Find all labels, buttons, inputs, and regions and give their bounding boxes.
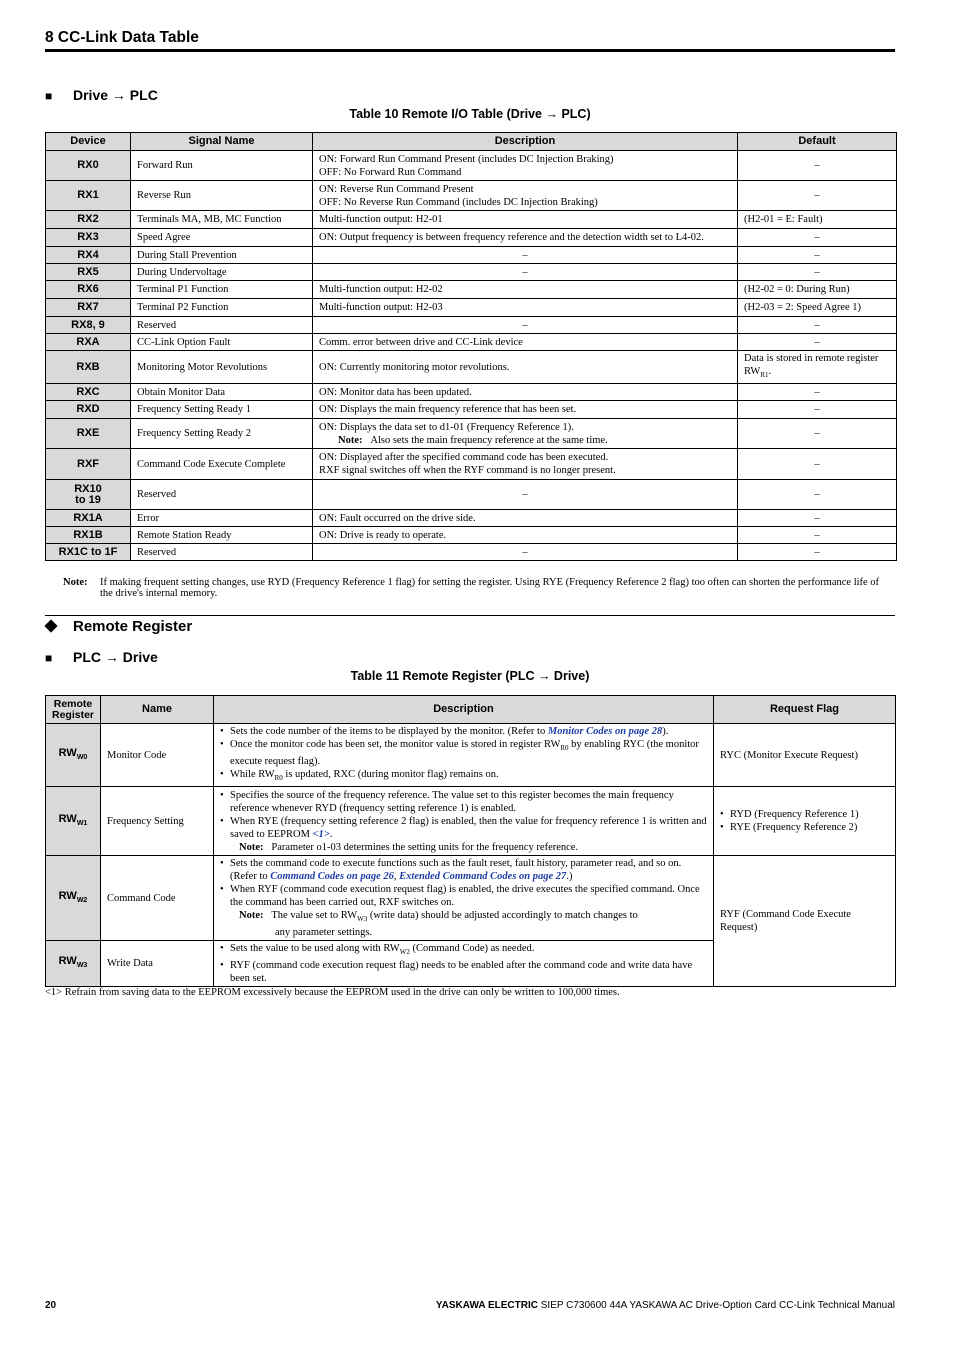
table-row [46, 211, 897, 229]
col-header-default: Default [738, 133, 897, 151]
description-cell: ON: Displays the main frequency reference that has been set. [313, 401, 738, 419]
table-row [46, 299, 897, 317]
table-row [46, 317, 897, 334]
signal-name-cell: Error [131, 510, 313, 527]
description-cell: ON: Fault occurred on the drive side. [313, 510, 738, 527]
table-row [46, 856, 896, 941]
table-row [46, 527, 897, 544]
section-divider [45, 615, 895, 616]
default-cell: – [738, 317, 897, 334]
table-row [46, 334, 897, 351]
device-cell: RX6 [46, 281, 131, 299]
subsection-heading-drive-plc [45, 87, 158, 103]
default-cell: – [738, 151, 897, 181]
register-description: • Sets the code number of the items to be displayed by the monitor. (Refer to Monitor Codes on page 28). • Once the monitor code has been set, the monitor value is stored in register $RW_{R0}$ by enabling RYC (the monitor execute request flag). • While $RW_{R0}$ is updated, RXC (during monitor flag) remains on. [214, 724, 714, 787]
signal-name-cell: Remote Station Ready [131, 527, 313, 544]
table-row [46, 247, 897, 264]
signal-name-cell: During Undervoltage [131, 264, 313, 281]
register-description: • Sets the value to be used along with $RW_{W2}$ (Command Code) as needed. • RYF (command code execution request flag) needs to be enabled after the command code and write data have been set. [214, 941, 714, 987]
monitor-codes-link[interactable]: Monitor Codes on page 28 [547, 726, 663, 737]
table-row [46, 480, 897, 510]
default-cell: – [738, 480, 897, 510]
signal-name-cell: Speed Agree [131, 229, 313, 247]
default-cell: (H2-03 = 2: Speed Agree 1) [738, 299, 897, 317]
default-cell: (H2-01 = E: Fault) [738, 211, 897, 229]
header-rule [45, 49, 895, 52]
table-row [46, 510, 897, 527]
col-header-remote-register: Remote Register [46, 696, 101, 724]
table-row [46, 419, 897, 449]
description-cell: – [313, 247, 738, 264]
description-cell: Comm. error between drive and CC-Link device [313, 334, 738, 351]
register-cell: $RW_{W1}$ [46, 787, 101, 856]
description-cell: ON: Reverse Run Command Present OFF: No Reverse Run Command (includes DC Injection Braking) [313, 181, 738, 211]
description-cell: – [313, 544, 738, 561]
square-bullet-icon: ■ [45, 89, 53, 103]
default-cell: – [738, 247, 897, 264]
table11-caption: Table 11 Remote Register (PLC → Drive) [350, 669, 590, 683]
subsection-heading-text: PLC → Drive [73, 649, 158, 665]
default-cell: – [738, 334, 897, 351]
device-cell: RXD [46, 401, 131, 419]
register-cell: $RW_{W3}$ [46, 941, 101, 987]
register-name: Write Data [101, 941, 214, 987]
signal-name-cell: CC-Link Option Fault [131, 334, 313, 351]
register-description: • Specifies the source of the frequency reference. The value set to this register becomes the main frequency reference whenever RYD (frequency setting reference 1) is enabled. • When RYE (frequency setting reference 2 flag) is enabled, then the value for frequency reference 1 is written and saved to EEPROM <1>. Note: Parameter o1-03 determines the setting units for the frequency reference. [214, 787, 714, 856]
table-row [46, 787, 896, 856]
register-name: Command Code [101, 856, 214, 941]
default-cell: – [738, 544, 897, 561]
device-cell: RXB [46, 351, 131, 384]
description-cell: ON: Displayed after the specified command code has been executed. RXF signal switches off when the RYF command is no longer present. [313, 449, 738, 480]
description-cell: ON: Currently monitoring motor revolutions. [313, 351, 738, 384]
col-header-name: Name [101, 696, 214, 724]
page-number: 20 [45, 1300, 57, 1311]
signal-name-cell: Reserved [131, 480, 313, 510]
description-cell: Multi-function output: H2-03 [313, 299, 738, 317]
subsection-heading-text: Drive → PLC [73, 87, 158, 103]
register-cell: $RW_{W0}$ [46, 724, 101, 787]
table10-caption: Table 10 Remote I/O Table (Drive → PLC) [349, 107, 591, 121]
request-flag: RYC (Monitor Execute Request) [714, 724, 896, 787]
description-cell: ON: Forward Run Command Present (includes DC Injection Braking) OFF: No Forward Run Command [313, 151, 738, 181]
default-cell: – [738, 401, 897, 419]
col-header-device: Device [46, 133, 131, 151]
device-cell: RX1A [46, 510, 131, 527]
register-name: Frequency Setting [101, 787, 214, 856]
footnote: <1> Refrain from saving data to the EEPROM excessively because the EEPROM used in the drive can only be written to 100,000 times. [45, 987, 620, 998]
table-row [46, 401, 897, 419]
table-row [46, 264, 897, 281]
table-row [46, 229, 897, 247]
table-row [46, 351, 897, 384]
signal-name-cell: Forward Run [131, 151, 313, 181]
default-cell: – [738, 181, 897, 211]
table-header-row [46, 133, 897, 151]
device-cell: RX1 [46, 181, 131, 211]
remote-register-title [45, 618, 192, 635]
footer-doc-info: YASKAWA ELECTRIC SIEP C730600 44A YASKAWA AC Drive-Option Card CC-Link Technical Manual [435, 1300, 895, 1311]
extended-command-codes-link[interactable]: Extended Command Codes on page 27 [399, 871, 567, 883]
default-cell: – [738, 527, 897, 544]
table-row [46, 544, 897, 561]
col-header-signal-name: Signal Name [131, 133, 313, 151]
description-cell: Multi-function output: H2-02 [313, 281, 738, 299]
table-row [46, 384, 897, 401]
device-cell: RXF [46, 449, 131, 480]
device-cell: RX5 [46, 264, 131, 281]
description-cell: – [313, 480, 738, 510]
col-header-description: Description [214, 696, 714, 724]
register-name: Monitor Code [101, 724, 214, 787]
signal-name-cell: During Stall Prevention [131, 247, 313, 264]
signal-name-cell: Monitoring Motor Revolutions [131, 351, 313, 384]
description-cell: ON: Drive is ready to operate. [313, 527, 738, 544]
description-cell: – [313, 264, 738, 281]
device-cell: RX8, 9 [46, 317, 131, 334]
device-cell: RX2 [46, 211, 131, 229]
default-cell: Data is stored in remote register $RW_{R1}$. [738, 351, 897, 384]
remote-io-table [45, 132, 897, 561]
signal-name-cell: Frequency Setting Ready 1 [131, 401, 313, 419]
signal-name-cell: Terminal P1 Function [131, 281, 313, 299]
device-cell: RX4 [46, 247, 131, 264]
default-cell: – [738, 419, 897, 449]
device-cell: RXE [46, 419, 131, 449]
table-row [46, 281, 897, 299]
signal-name-cell: Terminal P2 Function [131, 299, 313, 317]
note-label: Note: [63, 577, 88, 588]
remote-register-title-text: Remote Register [73, 618, 193, 635]
signal-name-cell: Reverse Run [131, 181, 313, 211]
col-header-description: Description [313, 133, 738, 151]
signal-name-cell: Reserved [131, 317, 313, 334]
default-cell: (H2-02 = 0: During Run) [738, 281, 897, 299]
device-cell: RX1C to 1F [46, 544, 131, 561]
subsection-heading-plc-drive [45, 649, 158, 665]
signal-name-cell: Terminals MA, MB, MC Function [131, 211, 313, 229]
description-cell: ON: Output frequency is between frequency reference and the detection width set to L4-02. [313, 229, 738, 247]
device-cell: RX10 to 19 [46, 480, 131, 510]
default-cell: – [738, 384, 897, 401]
signal-name-cell: Obtain Monitor Data [131, 384, 313, 401]
table-row [46, 151, 897, 181]
description-cell: Multi-function output: H2-01 [313, 211, 738, 229]
request-flag: • RYD (Frequency Reference 1) • RYE (Frequency Reference 2) [714, 787, 896, 856]
table-row [46, 181, 897, 211]
register-description: • Sets the command code to execute functions such as the fault reset, fault history, parameter read, and so on. (Refer to Command Codes on page 26, Extended Command Codes on page 27.) • When RYF (command code execution request flag) is enabled, the drive executes the specified command. Once the command has been carried out, RXF switches on. Note: The value set to $RW_{W3}$ (write data) should be adjusted accordingly to match changes to any parameter settings. [214, 856, 714, 941]
square-bullet-icon: ■ [45, 651, 53, 665]
default-cell: – [738, 264, 897, 281]
diamond-bullet-icon [44, 619, 57, 632]
default-cell: – [738, 229, 897, 247]
signal-name-cell: Command Code Execute Complete [131, 449, 313, 480]
register-cell: $RW_{W2}$ [46, 856, 101, 941]
default-cell: – [738, 510, 897, 527]
default-cell: – [738, 449, 897, 480]
command-codes-link[interactable]: Command Codes on page 26 [270, 871, 394, 883]
table-row [46, 449, 897, 480]
device-cell: RXC [46, 384, 131, 401]
device-cell: RX3 [46, 229, 131, 247]
note-text: If making frequent setting changes, use RYD (Frequency Reference 1 flag) for setting the register. Using RYE (Frequency Reference 2 flag) too often can shorten the performance life of the drive's internal memory. [100, 577, 880, 599]
section-header: 8 CC-Link Data Table [45, 29, 199, 46]
request-flag: RYF (Command Code Execute Request) [714, 856, 896, 987]
device-cell: RX0 [46, 151, 131, 181]
device-cell: RX1B [46, 527, 131, 544]
description-cell: ON: Monitor data has been updated. [313, 384, 738, 401]
description-cell: – [313, 317, 738, 334]
device-cell: RX7 [46, 299, 131, 317]
col-header-request-flag: Request Flag [714, 696, 896, 724]
footnote-1-link[interactable]: <1> [312, 828, 330, 840]
signal-name-cell: Frequency Setting Ready 2 [131, 419, 313, 449]
signal-name-cell: Reserved [131, 544, 313, 561]
table-row [46, 724, 896, 787]
remote-register-table [45, 695, 896, 987]
table-header-row [46, 696, 896, 724]
device-cell: RXA [46, 334, 131, 351]
description-cell: ON: Displays the data set to d1-01 (Frequency Reference 1). Note: Also sets the main frequency reference at the same time. [313, 419, 738, 449]
